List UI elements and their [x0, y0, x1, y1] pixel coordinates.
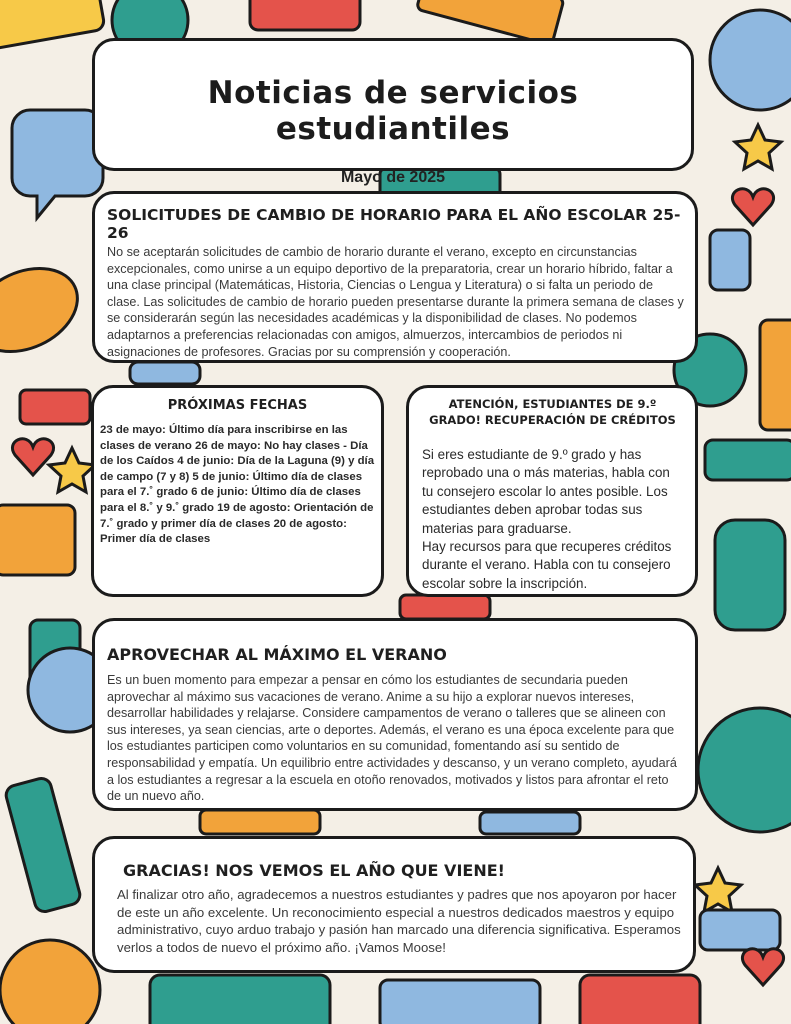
page-title: Noticias de servicios estudiantiles: [207, 75, 579, 147]
credit-recovery-paragraph-1: Si eres estudiante de 9.º grado y has reprobado una o más materias, habla con tu consejero escolar lo antes posible. Los estudiantes deben aprobar todas sus materias para graduarse.: [422, 447, 670, 536]
credit-recovery-card: [406, 385, 698, 597]
paint-tube-icon: [700, 910, 780, 950]
upcoming-dates-body: 23 de mayo: Último día para inscribirse en las clases de verano 26 de mayo: No hay clases - Día de los Caídos 4 de junio: Día de la Laguna (9) y día de campo (7 y 8) 5 de junio: Último día de clases para el 7.˚ grado 6 de junio: Último día de clases para el 8.˚ y 9.˚ grado 19 de agosto: Orientación de 7.˚ grado y primer día de clases 20 de agosto: Primer día de clases: [100, 424, 375, 546]
book-icon: [760, 320, 791, 430]
thanks-card: [92, 836, 696, 973]
book-icon: [400, 595, 490, 619]
heart-icon: [742, 949, 783, 985]
thanks-body: Al finalizar otro año, agradecemos a nuestros estudiantes y padres que nos apoyaron por hacer de este un año excelente. Un reconocimiento especial a nuestros dedicados maestros y equipo administrativo, cuyo arduo trabajo y pasión han marcado una diferencia significativa. Esperamos verlos a todos de nuevo el próximo año. ¡Vamos Moose!: [117, 887, 681, 955]
star-icon: [735, 125, 781, 169]
notebook-icon: [150, 975, 330, 1024]
marker-icon: [710, 230, 750, 290]
thanks-title: GRACIAS! NOS VEMOS EL AÑO QUE VIENE!: [123, 861, 505, 880]
star-icon: [49, 448, 95, 492]
basketball-icon: [0, 940, 100, 1024]
credit-recovery-title: [422, 396, 683, 428]
pencil-icon: [200, 810, 320, 834]
credit-recovery-paragraph-2: Hay recursos para que recuperes créditos durante el verano. Habla con tu consejero escolar sobre la inscripción.: [422, 539, 672, 591]
globe-icon: [710, 10, 791, 110]
heart-icon: [732, 189, 773, 225]
eraser-icon: [580, 975, 700, 1024]
summer-body: Es un buen momento para empezar a pensar en cómo los estudiantes de secundaria pueden aprovechar al máximo sus vacaciones de verano. Anime a su hijo a explorar nuevos intereses, desarrollar habilidades y relajarse. Considere campamentos de verano o talleres que se alineen con sus intereses, ya sean ciencias, arte o deportes. Además, el verano es una época excelente para que los estudiantes participen como voluntarios en su comunidad, fomentando así su sentido de responsabilidad y empatía. Un equilibrio entre actividades y descanso, y un verano completo, ayudará a los estudiantes a regresar a la escuela en otoño renovados, motivados y listos para afrontar el reto de un nuevo año.: [107, 673, 677, 804]
eraser-icon: [250, 0, 360, 30]
schedule-changes-title: SOLICITUDES DE CAMBIO DE HORARIO PARA EL AÑO ESCOLAR 25-26: [107, 206, 681, 242]
schedule-changes-body: No se aceptarán solicitudes de cambio de horario durante el verano, excepto en circunstancias excepcionales, como unirse a un equipo deportivo de la preparatoria, crear un horario híbrido, faltar a una clase principal (Matemáticas, Historia, Ciencias o Lengua y Literatura) o si falta un periodo de clase. Las solicitudes de cambio de horario pueden presentarse durante la primera semana de clases y se considerarán según las necesidades académicas y la disponibilidad de clases. No podemos adaptarnos a preferencias relacionadas con amigos, almuerzos, intercambios de periodos ni asignaciones de profesores. Gracias por su comprensión y cooperación.: [107, 245, 684, 359]
star-icon: [695, 868, 741, 912]
pencil-icon: [705, 440, 791, 480]
summer-title: APROVECHAR AL MÁXIMO EL VERANO: [107, 645, 447, 664]
calculator-icon: [0, 505, 75, 575]
schedule-changes-card: [92, 191, 698, 363]
credit-recovery-body: [422, 446, 683, 593]
speech-bubble-icon: [12, 110, 103, 218]
scissors-icon: [130, 362, 200, 384]
paint-tube-icon: [480, 812, 580, 834]
summer-card: [92, 618, 698, 811]
ruler-icon: [380, 980, 540, 1024]
marker-icon: [4, 776, 82, 913]
issue-date: Mayo de 2025: [340, 169, 446, 186]
upcoming-dates-title: PRÓXIMAS FECHAS: [167, 398, 308, 413]
heart-icon: [12, 439, 53, 475]
header-card: [92, 38, 694, 186]
flask-icon: [715, 520, 785, 630]
globe-icon: [698, 708, 791, 832]
book-icon: [0, 0, 105, 50]
pencil-icon: [20, 390, 90, 424]
credit-recovery-title-line1: ATENCIÓN, ESTUDIANTES DE 9.º: [448, 397, 657, 411]
credit-recovery-title-line2: GRADO! RECUPERACIÓN DE CRÉDITOS: [429, 413, 676, 427]
upcoming-dates-card: [91, 385, 384, 597]
football-icon: [0, 252, 91, 367]
